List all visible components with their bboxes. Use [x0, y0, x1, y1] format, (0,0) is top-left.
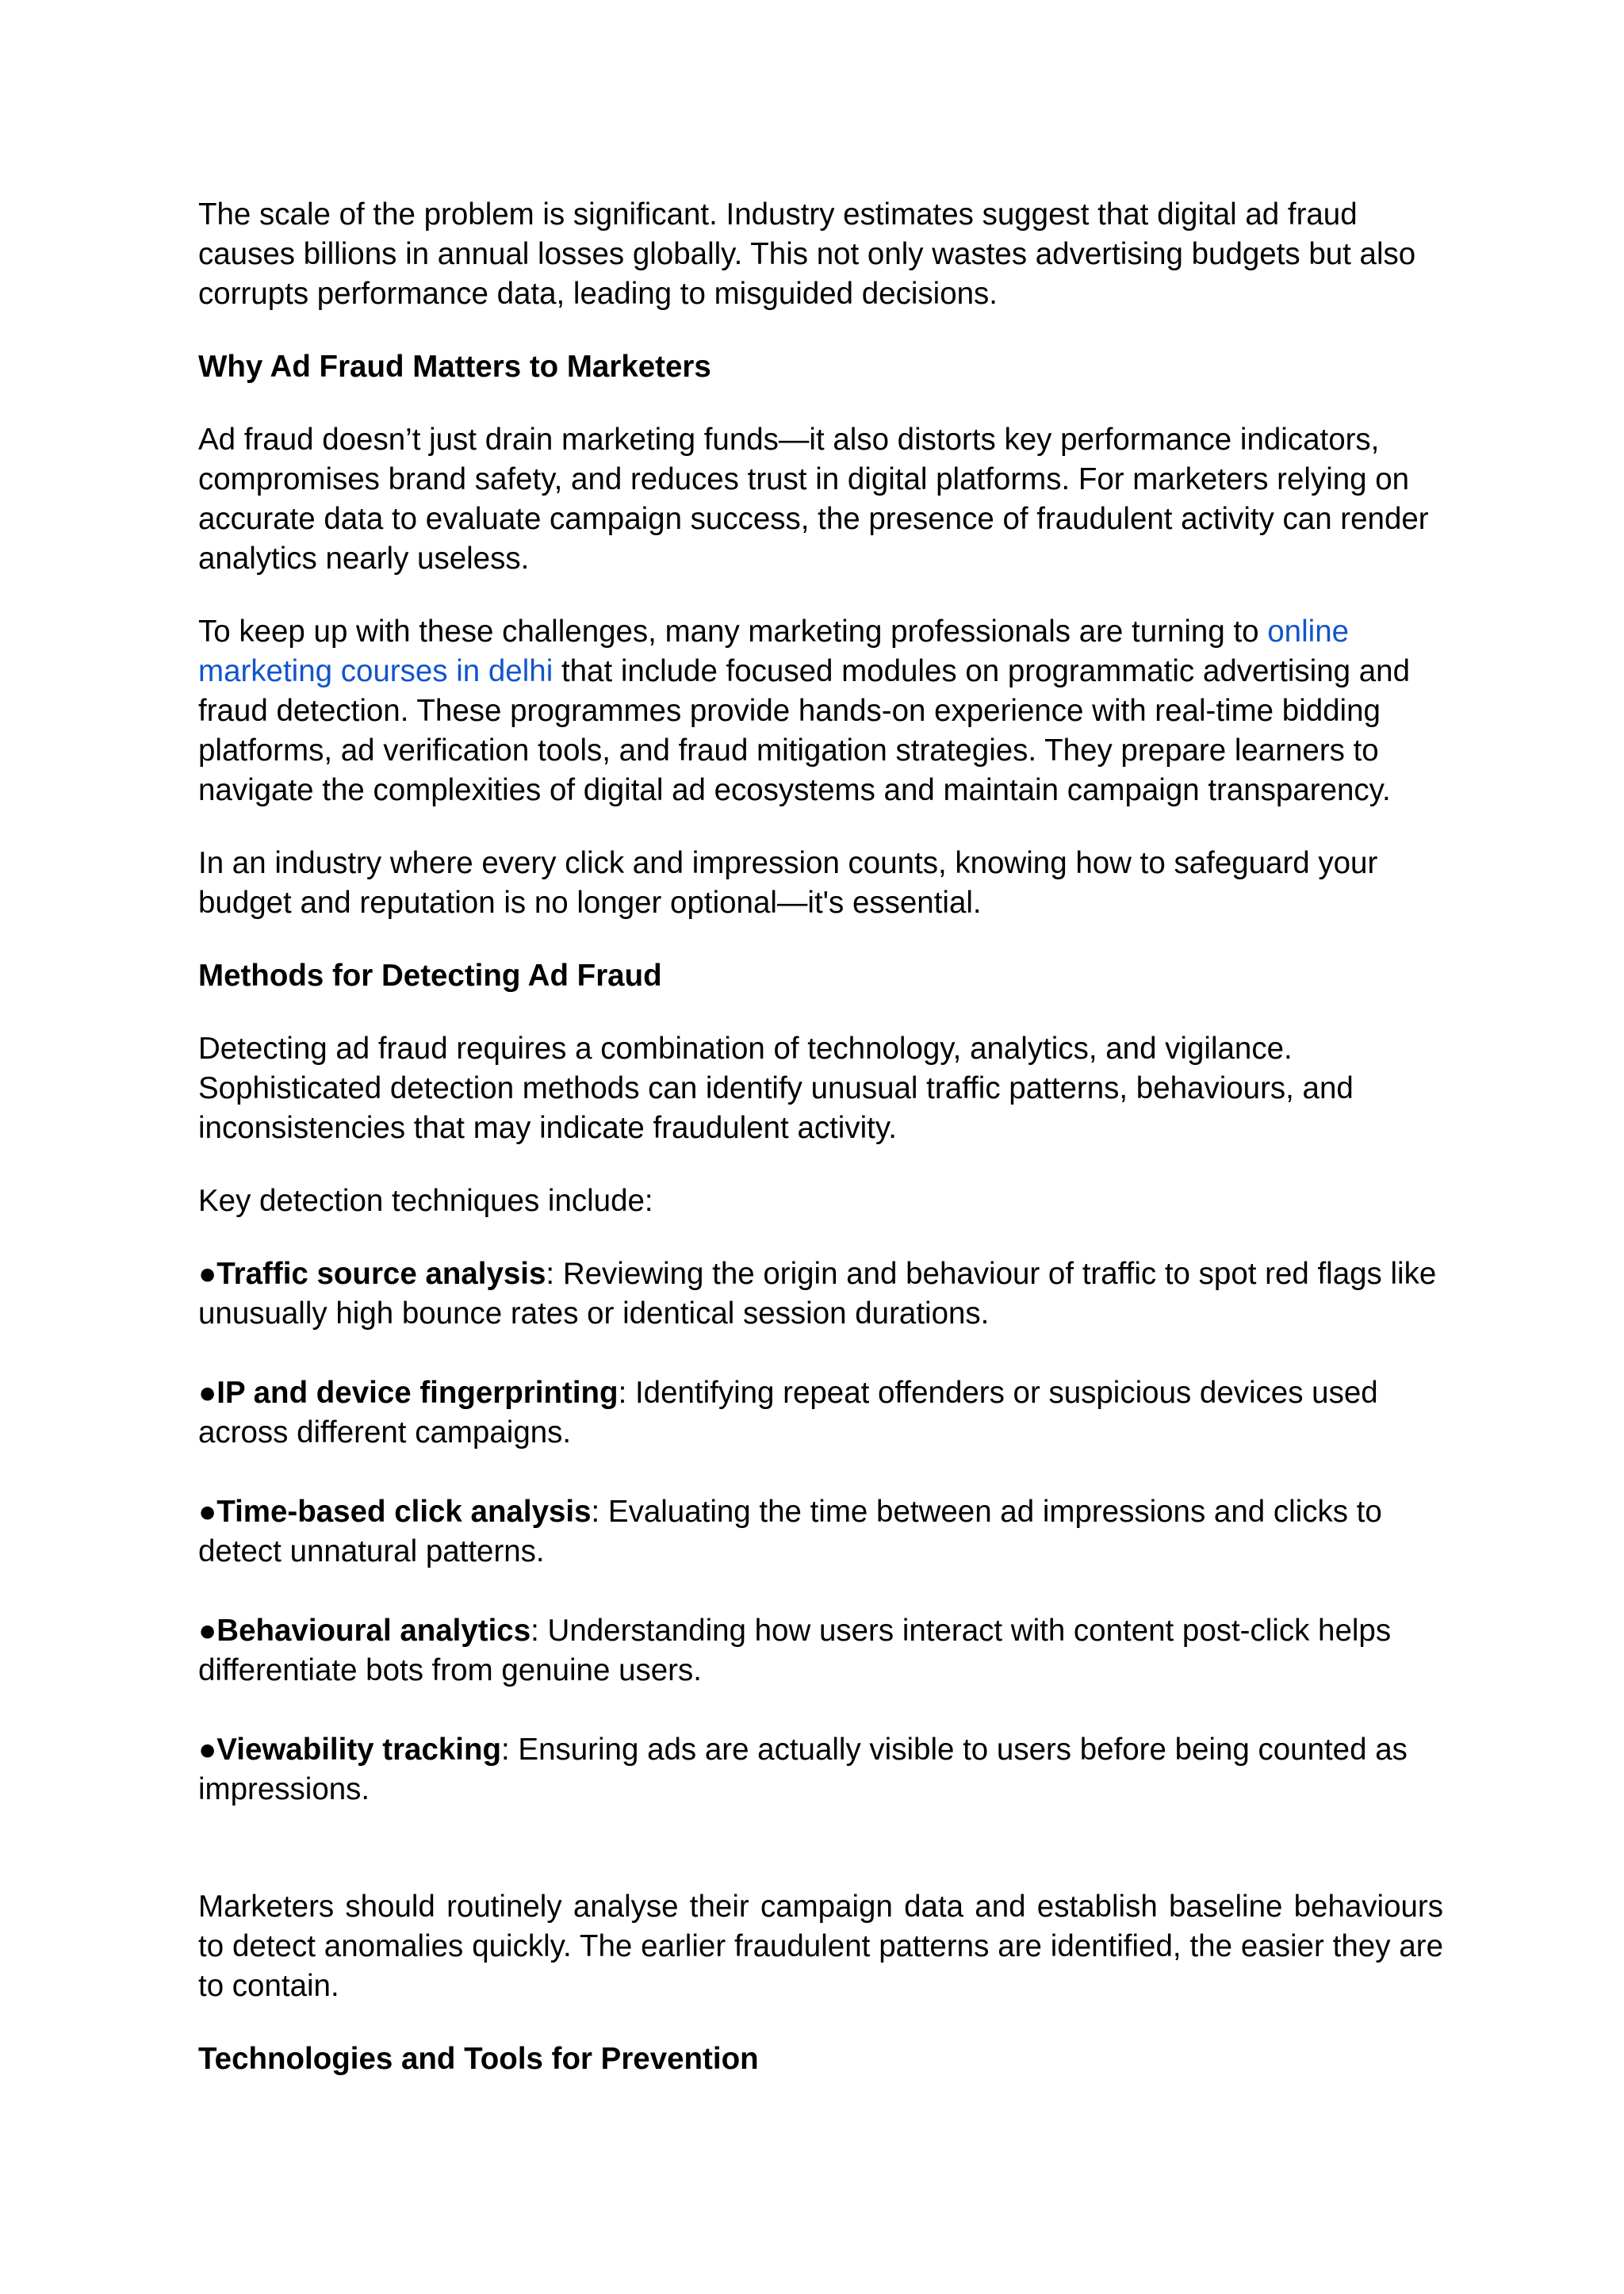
bullet-traffic-source-analysis	[198, 1254, 1443, 1334]
bullet-time-based-click-analysis	[198, 1492, 1443, 1572]
heading-methods-detecting: Methods for Detecting Ad Fraud	[198, 959, 662, 993]
document-body	[198, 195, 1443, 2112]
paragraph-every-click-counts: In an industry where every click and impression counts, knowing how to safeguard your budget and reputation is no longer optional—it's essential.	[198, 846, 1378, 920]
bullet-term: Viewability tracking	[216, 1733, 502, 1767]
bullet-dot-icon: ●	[198, 1614, 217, 1648]
bullet-behavioural-analytics	[198, 1611, 1443, 1691]
paragraph-marketing-courses	[198, 612, 1443, 810]
bullet-term: Behavioural analytics	[216, 1614, 531, 1648]
paragraph-detecting-requires: Detecting ad fraud requires a combination of technology, analytics, and vigilance. Sophisticated detection methods can identify unusual traffic patterns, behaviours, and inconsistencies that may indicate fraudulent activity.	[198, 1032, 1354, 1145]
paragraph-text-before-link: To keep up with these challenges, many marketing professionals are turning to	[198, 615, 1268, 649]
bullet-description: : Understanding how users interact with content post-click helps differentiate bots from genuine users.	[198, 1614, 1392, 1687]
paragraph-text-after-link: that include focused modules on programmatic advertising and fraud detection. These programmes provide hands-on experience with real-time bidding platforms, ad verification tools, and fraud mitigation strategies. They prepare learners to navigate the complexities of digital ad ecosystems and maintain campaign transparency.	[198, 654, 1410, 807]
bullet-description: : Reviewing the origin and behaviour of traffic to spot red flags like unusually high bounce rates or identical session durations.	[198, 1257, 1437, 1331]
bullet-dot-icon: ●	[198, 1733, 217, 1767]
bullet-term: Traffic source analysis	[216, 1257, 546, 1291]
online-marketing-courses-link[interactable]: online marketing courses in delhi	[198, 615, 1350, 688]
bullet-term: IP and device fingerprinting	[216, 1376, 619, 1410]
heading-why-ad-fraud-matters: Why Ad Fraud Matters to Marketers	[198, 350, 711, 384]
bullet-dot-icon: ●	[198, 1257, 217, 1291]
bullet-description: : Identifying repeat offenders or suspicious devices used across different campaigns.	[198, 1376, 1378, 1450]
bullet-viewability-tracking	[198, 1730, 1443, 1810]
bullet-description: : Evaluating the time between ad impressions and clicks to detect unnatural patterns.	[198, 1495, 1382, 1568]
paragraph-ad-fraud-impact: Ad fraud doesn’t just drain marketing funds—it also distorts key performance indicators, compromises brand safety, and reduces trust in digital platforms. For marketers relying on accurate data to evaluate campaign success, the presence of fraudulent activity can render analytics nearly useless.	[198, 423, 1429, 576]
paragraph-key-techniques-intro: Key detection techniques include:	[198, 1184, 653, 1218]
bullet-dot-icon: ●	[198, 1376, 217, 1410]
heading-technologies-tools: Technologies and Tools for Prevention	[198, 2042, 759, 2076]
paragraph-scale-of-problem: The scale of the problem is significant. Industry estimates suggest that digital ad fraud causes billions in annual losses globally. This not only wastes advertising budgets but also corrupts performance data, leading to misguided decisions.	[198, 197, 1416, 311]
bullet-dot-icon: ●	[198, 1495, 217, 1529]
bullet-term: Time-based click analysis	[216, 1495, 592, 1529]
bullet-ip-device-fingerprinting	[198, 1373, 1443, 1453]
bullet-description: : Ensuring ads are actually visible to users before being counted as impressions.	[198, 1733, 1408, 1806]
paragraph-routine-analysis: Marketers should routinely analyse their campaign data and establish baseline behaviours to detect anomalies quickly. The earlier fraudulent patterns are identified, the easier they are to contain.	[198, 1890, 1443, 2003]
